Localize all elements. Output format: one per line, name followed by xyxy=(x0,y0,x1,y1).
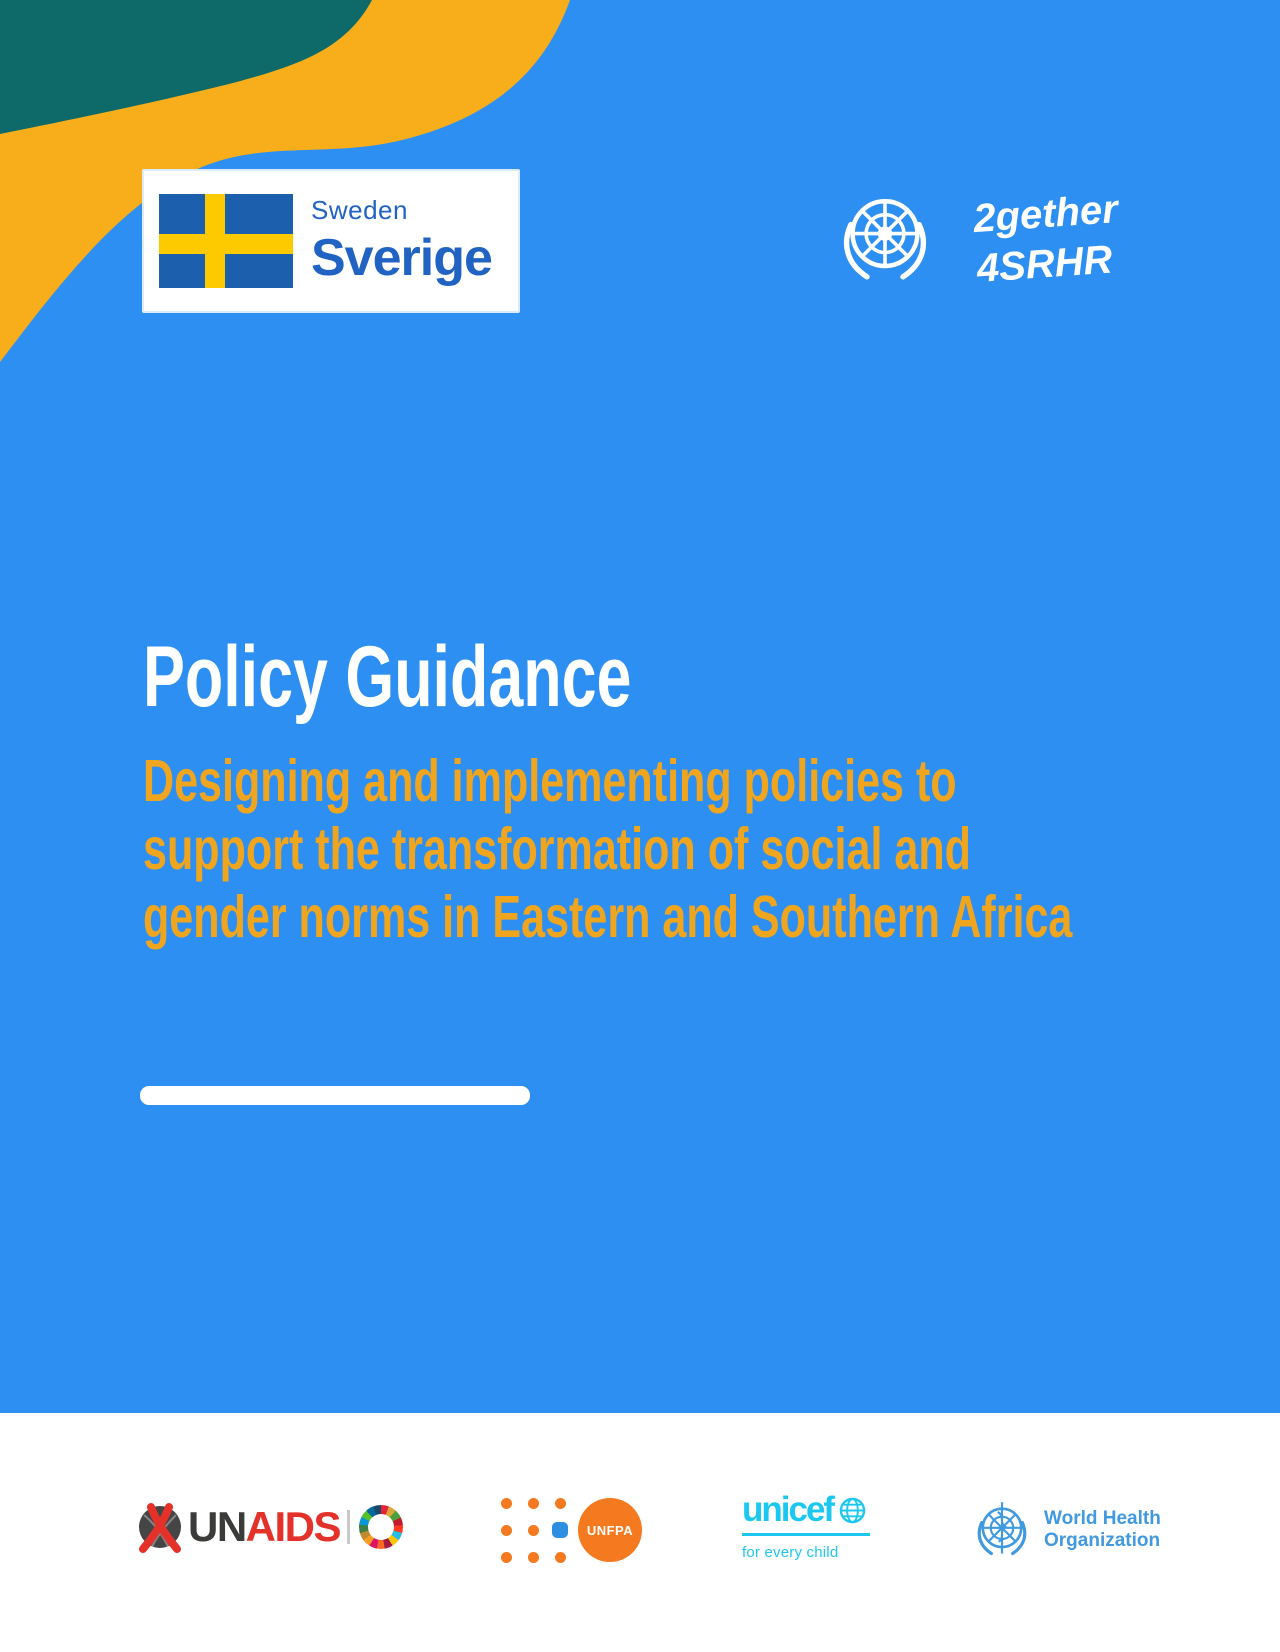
partnership-line1: 2gether xyxy=(971,187,1120,242)
unaids-ribbon-icon xyxy=(136,1501,184,1553)
unfpa-dot xyxy=(555,1552,566,1563)
unicef-tagline: for every child xyxy=(742,1544,839,1561)
unaids-un-text: UN xyxy=(188,1503,246,1550)
subtitle-line-2: support the transformation of social and xyxy=(143,816,971,882)
unfpa-dot xyxy=(555,1498,566,1509)
page-title: Policy Guidance xyxy=(143,629,632,725)
un-emblem-icon xyxy=(831,183,939,295)
unfpa-dot xyxy=(501,1498,512,1509)
who-line2: Organization xyxy=(1044,1530,1161,1551)
sweden-label-sv: Sverige xyxy=(311,228,492,287)
subtitle-line-3: gender norms in Eastern and Southern Africa xyxy=(143,884,1073,950)
unfpa-dot xyxy=(528,1525,539,1536)
2gether4srhr-logo xyxy=(831,183,1120,295)
unfpa-dot xyxy=(501,1525,512,1536)
unfpa-circle-icon xyxy=(578,1498,642,1562)
unaids-logo xyxy=(136,1501,403,1553)
unicef-globe-icon xyxy=(839,1497,866,1524)
unfpa-dot xyxy=(501,1552,512,1563)
who-logo xyxy=(970,1497,1161,1563)
sdg-wheel-center xyxy=(368,1514,394,1540)
unfpa-dots-grid xyxy=(498,1495,568,1565)
divider-rule xyxy=(140,1086,530,1105)
partnership-line2: 4SRHR xyxy=(975,237,1114,291)
unicef-underline xyxy=(742,1533,870,1536)
partner-logos-footer xyxy=(0,1413,1280,1652)
unaids-wordmark xyxy=(188,1503,340,1551)
unfpa-blue-square xyxy=(552,1522,568,1538)
who-wordmark xyxy=(1044,1508,1161,1552)
unicef-wordmark: unicef xyxy=(742,1490,834,1529)
who-emblem-icon xyxy=(970,1497,1034,1563)
flag-cross-horizontal xyxy=(159,234,293,254)
partnership-wordmark xyxy=(972,184,1123,294)
unfpa-dot xyxy=(528,1552,539,1563)
sweden-wordmark xyxy=(311,195,492,288)
unicef-logo xyxy=(742,1490,870,1561)
title-block xyxy=(143,629,1280,951)
unaids-separator xyxy=(347,1510,350,1544)
sweden-sida-logo xyxy=(142,169,520,313)
unfpa-label: UNFPA xyxy=(586,1522,634,1538)
subtitle-line-1: Designing and implementing policies to xyxy=(143,748,957,814)
sdg-wheel-icon xyxy=(359,1505,403,1549)
sweden-label-en: Sweden xyxy=(311,194,408,225)
sweden-flag-icon xyxy=(159,194,293,288)
unfpa-logo xyxy=(498,1495,642,1565)
unfpa-dot xyxy=(528,1498,539,1509)
who-line1: World Health xyxy=(1044,1508,1161,1529)
unaids-aids-text: AIDS xyxy=(245,1503,341,1550)
